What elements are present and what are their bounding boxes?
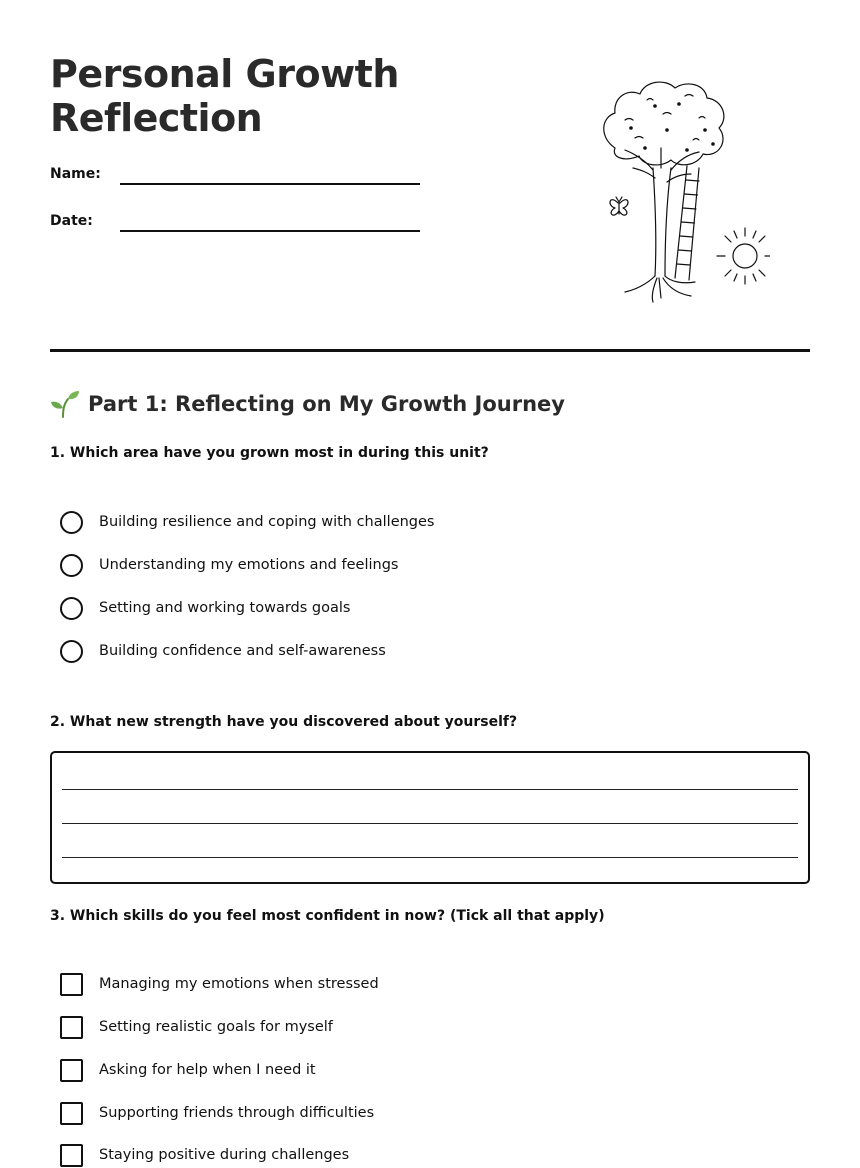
date-input-line[interactable] bbox=[120, 230, 420, 232]
option-label: Managing my emotions when stressed bbox=[99, 976, 379, 992]
checkbox[interactable] bbox=[60, 1059, 83, 1082]
name-input-line[interactable] bbox=[120, 183, 420, 185]
tree-icon bbox=[604, 82, 724, 302]
part1-title: Part 1: Reflecting on My Growth Journey bbox=[88, 392, 565, 416]
sun-icon bbox=[717, 228, 770, 284]
q1-option[interactable] bbox=[60, 638, 386, 664]
q3-option[interactable] bbox=[60, 1057, 316, 1083]
question-1: 1. Which area have you grown most in during this unit? bbox=[50, 445, 489, 461]
part1-heading bbox=[50, 388, 565, 420]
checkbox[interactable] bbox=[60, 973, 83, 996]
option-label: Understanding my emotions and feelings bbox=[99, 557, 399, 573]
page-title bbox=[50, 52, 399, 140]
q3-option[interactable] bbox=[60, 1100, 374, 1126]
sprout-icon bbox=[50, 389, 80, 419]
date-field[interactable] bbox=[50, 213, 420, 243]
worksheet-page bbox=[50, 0, 810, 1161]
q1-option[interactable] bbox=[60, 509, 434, 535]
option-label: Supporting friends through difficulties bbox=[99, 1105, 375, 1121]
checkbox[interactable] bbox=[60, 1102, 83, 1125]
q1-option[interactable] bbox=[60, 595, 350, 621]
name-field[interactable] bbox=[50, 166, 420, 196]
option-label: Asking for help when I need it bbox=[99, 1062, 316, 1078]
title-line-1: Personal Growth bbox=[50, 52, 399, 96]
q3-option[interactable] bbox=[60, 1014, 333, 1040]
title-line-2: Reflection bbox=[50, 96, 263, 140]
question-2: 2. What new strength have you discovered about yourself? bbox=[50, 714, 518, 730]
radio-button[interactable] bbox=[60, 640, 83, 663]
option-label: Building confidence and self-awareness bbox=[99, 643, 386, 659]
radio-button[interactable] bbox=[60, 597, 83, 620]
option-label: Setting and working towards goals bbox=[99, 600, 351, 616]
option-label: Setting realistic goals for myself bbox=[99, 1019, 333, 1035]
ladder-icon bbox=[675, 166, 699, 280]
growth-tree-illustration bbox=[595, 78, 770, 308]
radio-button[interactable] bbox=[60, 554, 83, 577]
option-label: Staying positive during challenges bbox=[99, 1147, 350, 1163]
q3-option[interactable] bbox=[60, 971, 379, 997]
answer-line bbox=[62, 857, 798, 858]
option-label: Building resilience and coping with challenges bbox=[99, 514, 435, 530]
q3-option[interactable] bbox=[60, 1142, 349, 1168]
strength-answer-box[interactable] bbox=[50, 751, 810, 884]
checkbox[interactable] bbox=[60, 1144, 83, 1167]
date-label: Date: bbox=[50, 213, 93, 229]
header-divider bbox=[50, 349, 810, 352]
checkbox[interactable] bbox=[60, 1016, 83, 1039]
q1-option[interactable] bbox=[60, 552, 398, 578]
butterfly-icon bbox=[610, 197, 628, 215]
answer-line bbox=[62, 823, 798, 824]
question-3: 3. Which skills do you feel most confident in now? (Tick all that apply) bbox=[50, 908, 605, 924]
name-label: Name: bbox=[50, 166, 101, 182]
radio-button[interactable] bbox=[60, 511, 83, 534]
answer-line bbox=[62, 789, 798, 790]
